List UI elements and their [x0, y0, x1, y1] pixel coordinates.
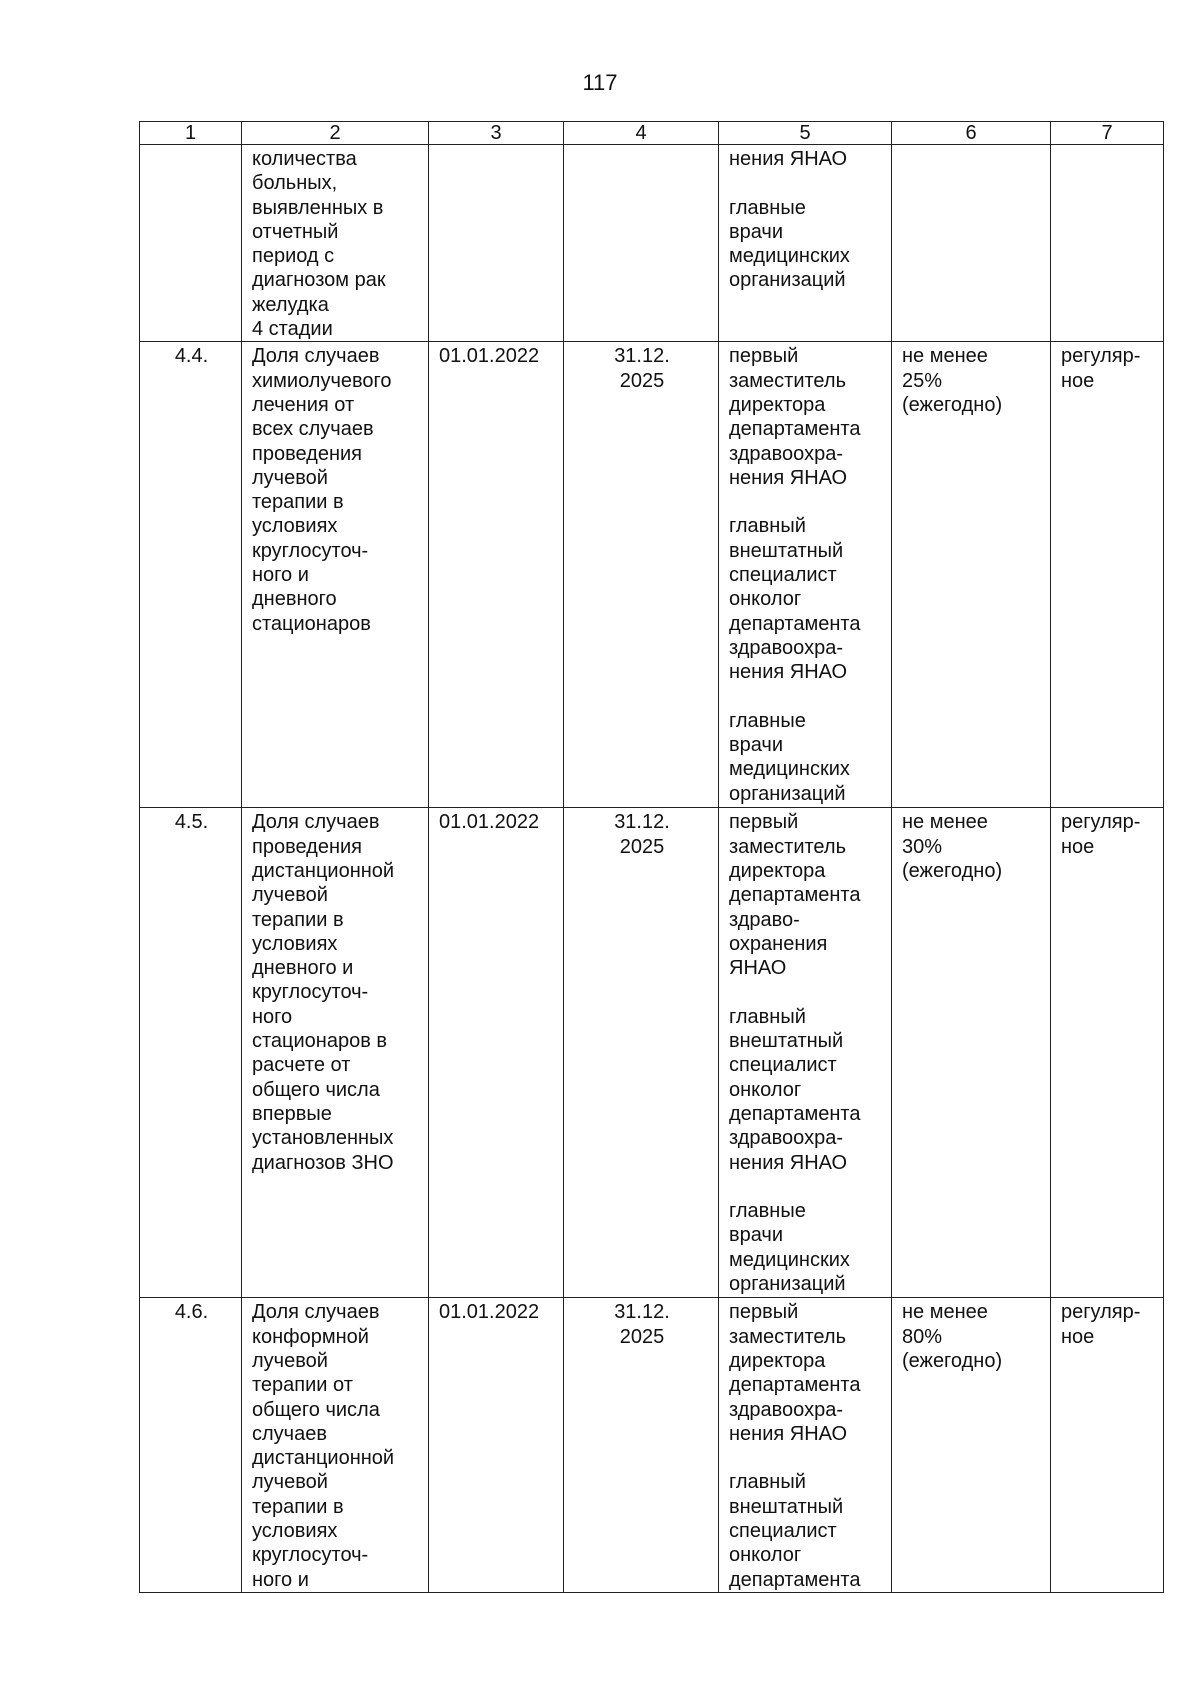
table-row [140, 808, 1164, 1298]
periodicity-cell: регуляр- ное [1051, 342, 1164, 808]
indicator-description-cell: Доля случаев проведения дистанционной лучевой терапии в условиях дневного и круглосуточ- ного стационаров в расчете от общего числа впервые установленных диагнозов ЗНО [242, 808, 429, 1298]
column-header: 1 [140, 122, 242, 145]
table-row [140, 145, 1164, 342]
periodicity-cell [1051, 145, 1164, 342]
column-header: 6 [892, 122, 1051, 145]
item-number-cell: 4.4. [140, 342, 242, 808]
item-number-cell: 4.5. [140, 808, 242, 1298]
column-header: 2 [242, 122, 429, 145]
start-date-cell: 01.01.2022 [429, 808, 564, 1298]
table-row [140, 1298, 1164, 1593]
responsible-cell: первый заместитель директора департамента здравоохра- нения ЯНАО главный внештатный специалист онколог департамента здравоохра- нения ЯНАО главные врачи медицинских организаций [719, 342, 892, 808]
table-row [140, 342, 1164, 808]
periodicity-cell: регуляр- ное [1051, 1298, 1164, 1593]
page-number: 117 [582, 70, 618, 95]
column-header: 3 [429, 122, 564, 145]
target-value-cell [892, 145, 1051, 342]
end-date-cell: 31.12. 2025 [564, 342, 719, 808]
responsible-cell: первый заместитель директора департамента здраво- охранения ЯНАО главный внештатный специалист онколог департамента здравоохра- нения ЯНАО главные врачи медицинских организаций [719, 808, 892, 1298]
item-number-cell [140, 145, 242, 342]
start-date-cell [429, 145, 564, 342]
column-header: 7 [1051, 122, 1164, 145]
responsible-cell: нения ЯНАО главные врачи медицинских организаций [719, 145, 892, 342]
column-header: 4 [564, 122, 719, 145]
item-number-cell: 4.6. [140, 1298, 242, 1593]
indicator-description-cell: количества больных, выявленных в отчетный период с диагнозом рак желудка 4 стадии [242, 145, 429, 342]
table-header-row [140, 122, 1164, 145]
indicator-description-cell: Доля случаев химиолучевого лечения от всех случаев проведения лучевой терапии в условиях круглосуточ- ного и дневного стационаров [242, 342, 429, 808]
column-header: 5 [719, 122, 892, 145]
plan-table [139, 121, 1164, 1593]
end-date-cell [564, 145, 719, 342]
start-date-cell: 01.01.2022 [429, 342, 564, 808]
target-value-cell: не менее 25% (ежегодно) [892, 342, 1051, 808]
end-date-cell: 31.12. 2025 [564, 808, 719, 1298]
target-value-cell: не менее 30% (ежегодно) [892, 808, 1051, 1298]
start-date-cell: 01.01.2022 [429, 1298, 564, 1593]
periodicity-cell: регуляр- ное [1051, 808, 1164, 1298]
end-date-cell: 31.12. 2025 [564, 1298, 719, 1593]
indicator-description-cell: Доля случаев конформной лучевой терапии от общего числа случаев дистанционной лучевой терапии в условиях круглосуточ- ного и [242, 1298, 429, 1593]
responsible-cell: первый заместитель директора департамента здравоохра- нения ЯНАО главный внештатный специалист онколог департамента [719, 1298, 892, 1593]
target-value-cell: не менее 80% (ежегодно) [892, 1298, 1051, 1593]
